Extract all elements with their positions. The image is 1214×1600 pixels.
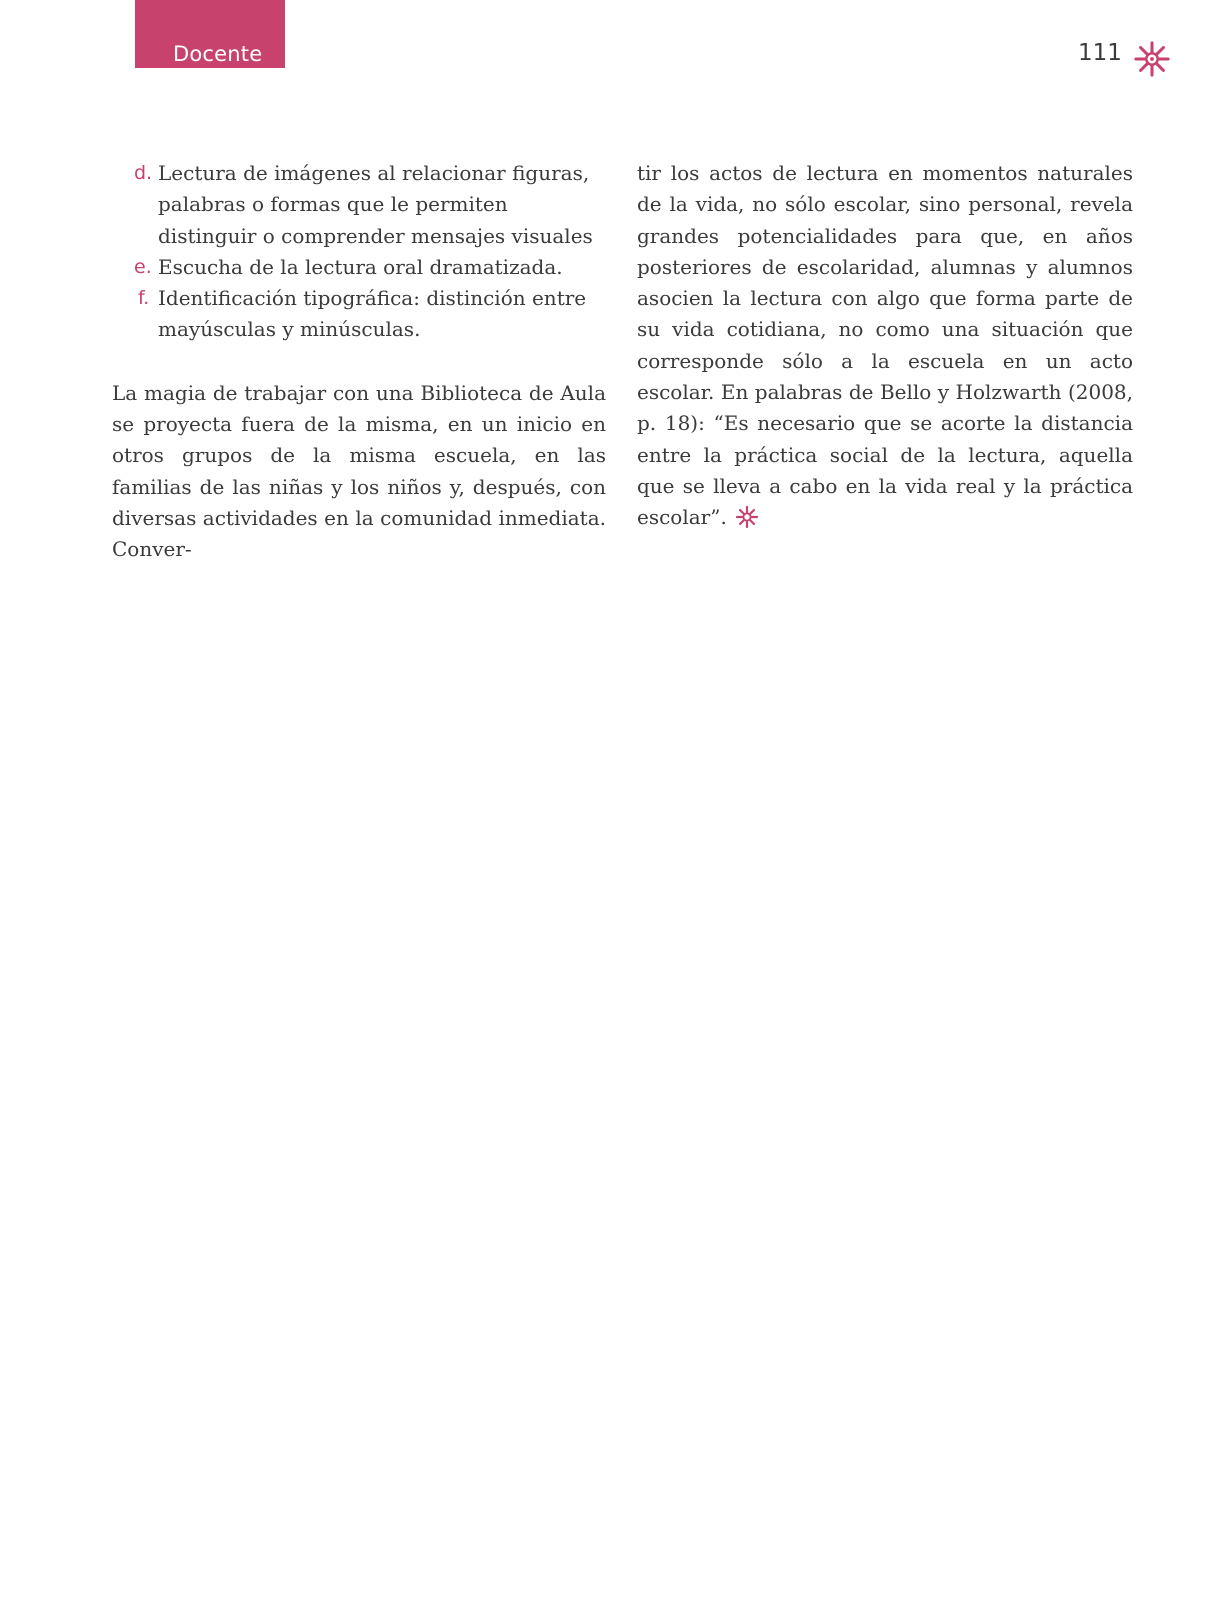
list-item: [112, 283, 606, 346]
list-item: [112, 158, 606, 252]
list-item-text: Lectura de imágenes al relacionar figuras, palabras o formas que le permiten distinguir o comprender mensajes visuales: [158, 161, 593, 248]
pink-asterisk-icon: [735, 505, 759, 529]
body-paragraph: La magia de trabajar con una Biblioteca de Aula se proyecta fuera de la misma, en un inicio en otros grupos de la misma escuela, en las familias de las niñas y los niños y, después, con diversas actividades en la comunidad inmediata. Conver-: [112, 380, 606, 562]
right-column: [637, 158, 1133, 534]
list-item: [112, 252, 606, 283]
list-item-text: Identificación tipográfica: distinción entre mayúsculas y minúsculas.: [158, 286, 587, 342]
section-tab: [135, 0, 285, 68]
page-number: 111: [1078, 40, 1122, 66]
pink-asterisk-icon: [1133, 40, 1171, 78]
list-item-text: Escucha de la lectura oral dramatizada.: [158, 254, 563, 279]
body-paragraph-continued: [637, 158, 1133, 534]
section-label: Docente: [173, 42, 263, 66]
body-paragraph-text: tir los actos de lectura en momentos naturales de la vida, no sólo escolar, sino personal, revela grandes potencialidades para que, en años posteriores de escolaridad, alumnas y alumnos asocien la lectura con algo que forma parte de su vida cotidiana, no como una situación que corresponde sólo a la escuela en un acto escolar. En palabras de Bello y Holzwarth (2008, p. 18): “Es necesario que se acorte la distancia entre la práctica social de la lectura, aquella que se lleva a cabo en la vida real y la práctica escolar”.: [637, 161, 1133, 530]
list-marker: d.: [134, 162, 153, 184]
list-marker: e.: [134, 255, 152, 278]
list-marker: f.: [138, 287, 150, 310]
objectives-list: [112, 158, 606, 346]
left-column: [112, 158, 606, 566]
